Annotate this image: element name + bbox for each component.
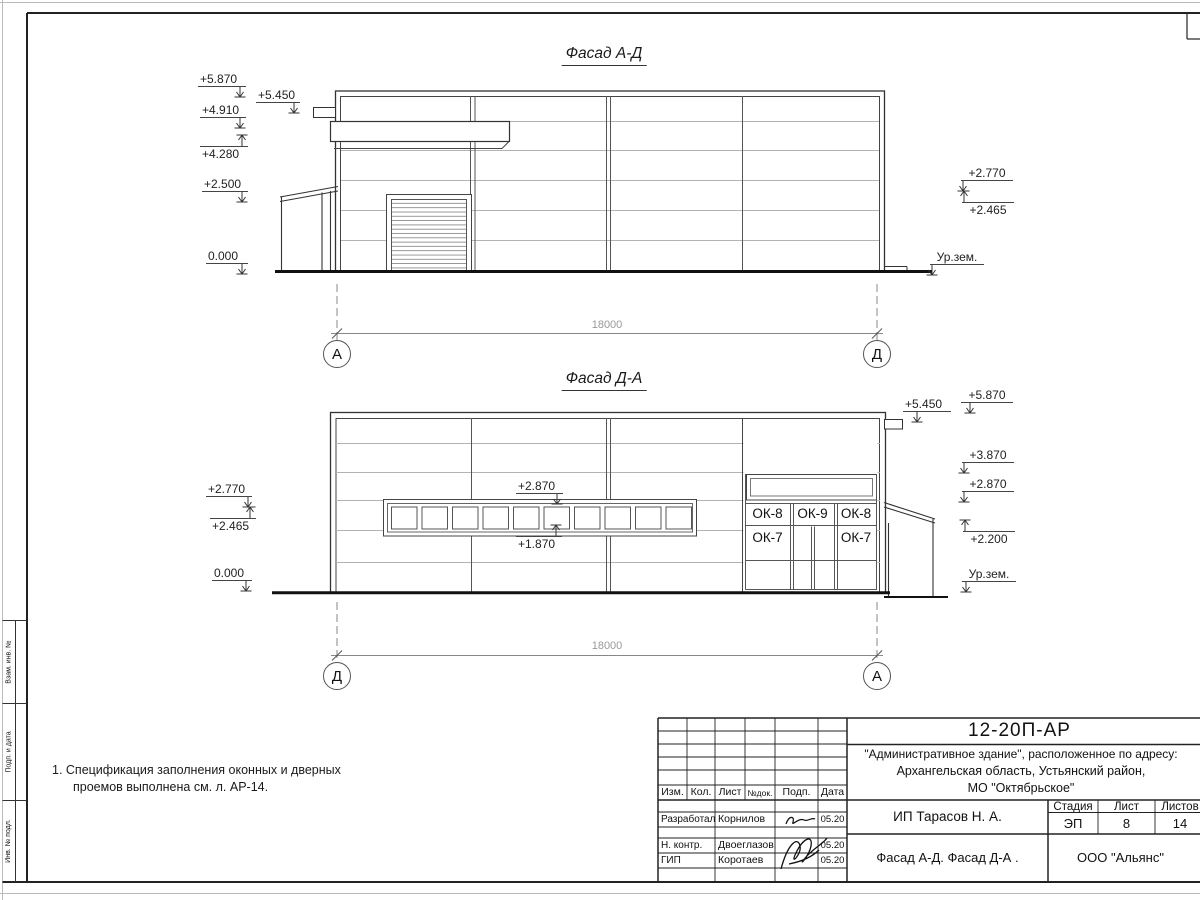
axis-bubble-d: Д bbox=[871, 346, 883, 363]
elevation-mark: +2.465 bbox=[210, 518, 256, 533]
elevation-mark: +2.870 bbox=[962, 477, 1014, 492]
project-address-line2: Архангельская область, Устьянский район, bbox=[896, 764, 1146, 778]
col-header-kol: Кол. bbox=[690, 786, 712, 798]
elevation-mark: +2.200 bbox=[963, 531, 1015, 546]
note bbox=[52, 762, 341, 796]
elevation-mark: +4.910 bbox=[200, 103, 246, 118]
ribbon-windows bbox=[384, 500, 697, 537]
roof-pipe-right bbox=[885, 420, 903, 430]
note-line1: 1. Спецификация заполнения оконных и дверных bbox=[52, 763, 341, 777]
signer-name: Двоеглазов bbox=[718, 839, 774, 851]
elevation-mark: +5.450 bbox=[903, 397, 951, 412]
roller-door bbox=[387, 195, 472, 272]
col-header-ndok: №док. bbox=[747, 788, 773, 798]
sheet-number: 8 bbox=[1122, 816, 1131, 831]
elevation-mark: +5.870 bbox=[961, 388, 1013, 403]
stage-value: ЭП bbox=[1063, 816, 1083, 831]
margin-label-inv-podl: Инв. № подл. bbox=[5, 819, 12, 863]
elevation-mark: +2.465 bbox=[962, 202, 1014, 217]
elevation-mark: +3.870 bbox=[962, 448, 1014, 463]
signer-role: Разработал bbox=[661, 814, 716, 825]
dimension-18000: 18000 bbox=[591, 319, 623, 331]
elevation-mark: +5.870 bbox=[198, 72, 246, 87]
sheet-label: Лист bbox=[1114, 801, 1139, 813]
elevation-mark: +2.870 bbox=[516, 479, 563, 494]
sheets-total-label: Листов bbox=[1161, 801, 1199, 813]
col-header-data: Дата bbox=[820, 786, 845, 798]
facade-bottom-building bbox=[272, 413, 948, 598]
facade-top-building bbox=[275, 91, 932, 272]
project-address-line1: "Административное здание", расположенное по адресу: bbox=[864, 747, 1178, 761]
window-label-ok7: ОК-7 bbox=[752, 530, 783, 545]
stage-label: Стадия bbox=[1053, 801, 1093, 813]
storefront bbox=[743, 418, 878, 592]
elevation-mark: 0.000 bbox=[206, 249, 248, 264]
col-header-list: Лист bbox=[718, 786, 742, 798]
col-header-izm: Изм. bbox=[661, 786, 684, 798]
elevation-mark: +4.280 bbox=[200, 146, 248, 161]
signer-date: 05.20 bbox=[820, 840, 845, 851]
signer-name: Коротаев bbox=[718, 854, 764, 866]
col-header-podp: Подп. bbox=[782, 786, 811, 798]
elevation-mark: +2.500 bbox=[202, 177, 248, 192]
elevation-mark: 0.000 bbox=[212, 566, 252, 581]
porch-left bbox=[280, 187, 338, 272]
facade-top-title: Фасад А-Д bbox=[562, 45, 647, 66]
window-label-ok8: ОК-8 bbox=[752, 506, 783, 521]
window-label-ok7: ОК-7 bbox=[840, 530, 872, 545]
axis-bubble-a: А bbox=[331, 346, 342, 363]
margin-label-vzam-inv: Взам. инв. № bbox=[5, 639, 12, 684]
axis-bubble-d: Д bbox=[331, 668, 343, 685]
window-label-ok9: ОК-9 bbox=[797, 506, 828, 521]
note-line2: проемов выполнена см. л. АР-14. bbox=[73, 780, 269, 794]
client-name: ИП Тарасов Н. А. bbox=[893, 809, 1002, 824]
signer-role: ГИП bbox=[661, 855, 681, 866]
axis-bubble-a: А bbox=[871, 668, 882, 685]
doc-number: 12-20П-АР bbox=[968, 720, 1071, 741]
facade-bottom-title: Фасад Д-А bbox=[562, 370, 647, 391]
signature-kornilov bbox=[786, 817, 815, 824]
ground-level-mark: Ур.зем. bbox=[962, 567, 1016, 582]
ground-level-mark: Ур.зем. bbox=[930, 250, 984, 265]
elevation-mark: +2.770 bbox=[206, 482, 252, 497]
signer-name: Корнилов bbox=[718, 813, 766, 825]
elevation-mark: +1.870 bbox=[516, 536, 562, 551]
signer-role: Н. контр. bbox=[661, 840, 703, 851]
roof-pipe-left bbox=[314, 108, 336, 118]
elevation-mark: +2.770 bbox=[961, 166, 1013, 181]
company-name: ООО "Альянс" bbox=[1077, 850, 1164, 865]
margin-label-podp-data: Подп. и дата bbox=[5, 730, 12, 773]
dimension-18000: 18000 bbox=[591, 640, 623, 652]
project-address-line3: МО "Октябрьское" bbox=[967, 781, 1075, 795]
window-label-ok8: ОК-8 bbox=[840, 506, 872, 521]
elevation-mark: +5.450 bbox=[256, 88, 300, 103]
sheets-total: 14 bbox=[1172, 816, 1188, 831]
porch-right bbox=[884, 503, 935, 598]
signer-date: 05.20 bbox=[820, 814, 845, 825]
drawing-title: Фасад А-Д. Фасад Д-А . bbox=[876, 850, 1019, 865]
signer-date: 05.20 bbox=[820, 855, 845, 866]
